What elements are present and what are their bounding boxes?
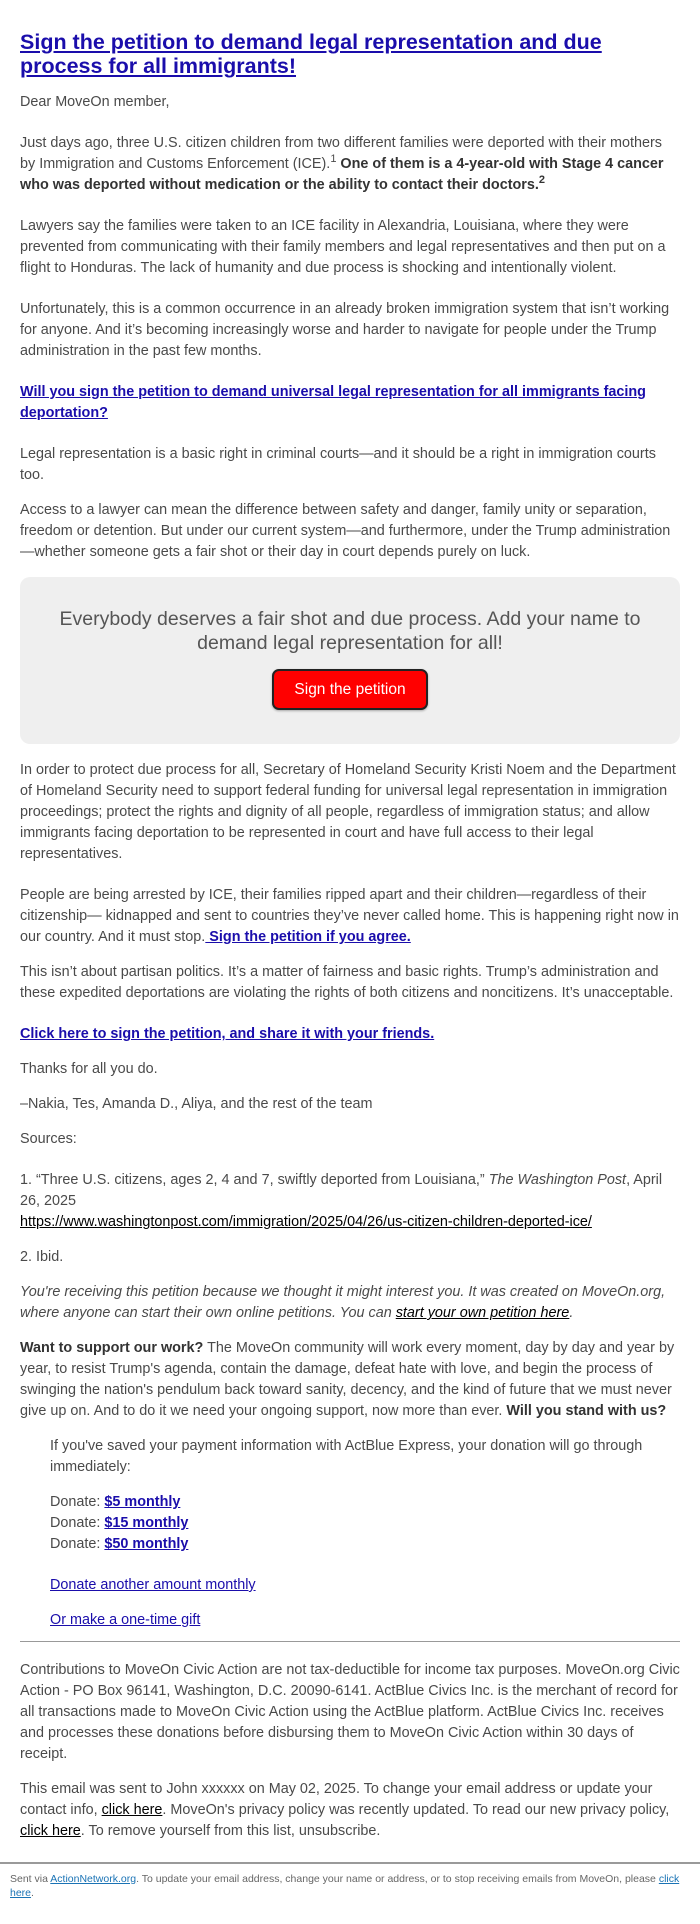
sent-to-notice xyxy=(20,1779,680,1842)
thanks-text: Thanks for all you do. xyxy=(20,1061,158,1077)
donate-other-row xyxy=(50,1575,680,1596)
support-paragraph xyxy=(20,1338,680,1422)
donate-label: Donate: xyxy=(50,1536,105,1552)
demands-paragraph: In order to protect due process for all, Secretary of Homeland Security Kristi Noem and the Department of Homeland Security need to support federal funding for universal legal representation in immigration proceedings; protect the rights and dignity of all people, regardless of immigration status; and allow immigrants facing deportation to be represented in court and have full access to their legal representatives. xyxy=(20,762,676,862)
donate-options xyxy=(50,1492,680,1555)
petition-link-agree[interactable]: Sign the petition if you agree. xyxy=(205,929,411,945)
petition-disclaimer xyxy=(20,1282,680,1324)
source-1-text: 1. “Three U.S. citizens, ages 2, 4 and 7, swiftly deported from Louisiana,” xyxy=(20,1172,489,1188)
sent-to-text-3: . To remove yourself from this list, unsubscribe. xyxy=(80,1823,381,1839)
intro-text: Just days ago, three U.S. citizen children from two different families were deported with their mothers by Immigration and Customs Enforcement (ICE). xyxy=(20,135,663,172)
one-time-gift-link[interactable]: Or make a one-time gift xyxy=(50,1612,201,1628)
footnote-ref-1: 1 xyxy=(330,153,337,166)
footer-click-here-link[interactable]: click here xyxy=(10,1873,680,1899)
signature-text: –Nakia, Tes, Amanda D., Aliya, and the rest of the team xyxy=(20,1096,373,1112)
source-1-publication: The Washington Post xyxy=(488,1172,627,1188)
footer-text: . To update your email address, change your name or address, or to stop receiving emails from MoveOn, please xyxy=(136,1873,659,1885)
footer-prefix: Sent via xyxy=(10,1873,51,1885)
petition-link-1[interactable]: Will you sign the petition to demand universal legal representation for all immigrants facing deportation? xyxy=(20,384,646,421)
donate-one-time-row xyxy=(50,1610,680,1631)
intro-paragraph xyxy=(20,133,680,196)
support-text: The MoveOn community will work every moment, day by day and year by year, to resist Trump's agenda, contain the damage, defeat hate with love, and begin the process of swinging the nation's pendulum back toward sanity, decency, and the kind of future that we must never give up on. And to do it we need your ongoing support, now more than ever. xyxy=(20,1340,675,1419)
partisan-paragraph: This isn’t about partisan politics. It’s a matter of fairness and basic rights. Trump’s administration and these expedited deportations are violating the rights of both citizens and noncitizens. It’s unacceptable. xyxy=(20,964,674,1001)
source-1 xyxy=(20,1170,680,1233)
sources-label: Sources: xyxy=(20,1131,77,1147)
footer xyxy=(0,1862,700,1900)
donate-option-50 xyxy=(50,1534,680,1555)
donate-label: Donate: xyxy=(50,1515,105,1531)
sign-petition-button[interactable]: Sign the petition xyxy=(272,669,427,710)
lawyers-paragraph: Lawyers say the families were taken to an ICE facility in Alexandria, Louisiana, where they were prevented from communicating with their family members and legal representatives and then put on a flight to Honduras. The lack of humanity and due process is shocking and intentionally violent. xyxy=(20,218,666,276)
arrests-text: People are being arrested by ICE, their families ripped apart and their children—regardless of their citizenship— kidnapped and sent to countries they’ve never called home. This is happening right now in our country. And it must stop. xyxy=(20,887,679,945)
action-network-link[interactable]: ActionNetwork.org xyxy=(50,1873,137,1885)
sent-to-text-2: . MoveOn's privacy policy was recently updated. To read our new privacy policy, xyxy=(162,1802,670,1818)
headline-link[interactable]: Sign the petition to demand legal representation and due process for all immigrants! xyxy=(20,30,602,78)
petition-share-link[interactable]: Click here to sign the petition, and share it with your friends. xyxy=(20,1026,435,1042)
donate-other-amount-link[interactable]: Donate another amount monthly xyxy=(50,1577,256,1593)
email-body xyxy=(20,30,680,1862)
access-paragraph: Access to a lawyer can mean the difference between safety and danger, family unity or separation, freedom or detention. But under our current system—and furthermore, under the Trump administration—whether someone gets a fair shot or their day in court depends purely on luck. xyxy=(20,502,671,560)
petition-callout xyxy=(20,577,680,744)
donation-section xyxy=(50,1436,680,1631)
source-2: 2. Ibid. xyxy=(20,1249,64,1265)
footnote-ref-2: 2 xyxy=(538,174,546,187)
start-petition-link[interactable]: start your own petition here xyxy=(395,1305,570,1321)
disclaimer-text: You're receiving this petition because we thought it might interest you. It was created on MoveOn.org, where anyone can start their own online petitions. You can xyxy=(20,1284,666,1321)
ask-paragraph-2 xyxy=(20,1024,680,1045)
sent-to-text-1: This email was sent to John xxxxxx on May 02, 2025. To change your email address or update your contact info, xyxy=(20,1781,653,1818)
section-divider xyxy=(20,1641,680,1642)
right-paragraph: Legal representation is a basic right in criminal courts—and it should be a right in immigration courts too. xyxy=(20,446,656,483)
donate-option-15 xyxy=(50,1513,680,1534)
footer-end: . xyxy=(31,1887,34,1899)
actblue-note: If you've saved your payment information with ActBlue Express, your donation will go through immediately: xyxy=(50,1438,643,1475)
update-contact-link[interactable]: click here xyxy=(101,1802,163,1818)
callout-text: Everybody deserves a fair shot and due process. Add your name to demand legal representation for all! xyxy=(59,608,641,654)
legal-disclaimer: Contributions to MoveOn Civic Action are not tax-deductible for income tax purposes. MoveOn.org Civic Action - PO Box 96141, Washington, D.C. 20090-6141. ActBlue Civics Inc. is the merchant of record for all transactions made to MoveOn Civic Action using the ActBlue platform. ActBlue Civics Inc. receives and processes these donations before disbursing them to MoveOn Civic Action within 30 days of receipt. xyxy=(20,1662,680,1762)
donate-5-monthly-link[interactable]: $5 monthly xyxy=(104,1494,181,1510)
donate-15-monthly-link[interactable]: $15 monthly xyxy=(104,1515,189,1531)
system-paragraph: Unfortunately, this is a common occurrence in an already broken immigration system that isn’t working for anyone. And it’s becoming increasingly worse and harder to navigate for people under the Trump administration in the past few months. xyxy=(20,301,670,359)
donate-option-5 xyxy=(50,1492,680,1513)
arrests-paragraph xyxy=(20,885,680,948)
donate-50-monthly-link[interactable]: $50 monthly xyxy=(104,1536,189,1552)
disclaimer-end: . xyxy=(569,1305,574,1321)
headline xyxy=(20,30,680,78)
privacy-policy-link[interactable]: click here xyxy=(20,1823,81,1839)
intro-bold-text: One of them is a 4-year-old with Stage 4 cancer who was deported without medication or the ability to contact their doctors. xyxy=(20,156,664,193)
source-1-date: , April 26, 2025 xyxy=(20,1172,663,1209)
support-lead: Want to support our work? xyxy=(20,1340,204,1356)
ask-paragraph-1 xyxy=(20,382,680,424)
greeting: Dear MoveOn member, xyxy=(20,94,170,110)
donate-label: Donate: xyxy=(50,1494,105,1510)
source-1-url-link[interactable]: https://www.washingtonpost.com/immigration/2025/04/26/us-citizen-children-deported-ice/ xyxy=(20,1214,592,1230)
support-close: Will you stand with us? xyxy=(506,1403,667,1419)
